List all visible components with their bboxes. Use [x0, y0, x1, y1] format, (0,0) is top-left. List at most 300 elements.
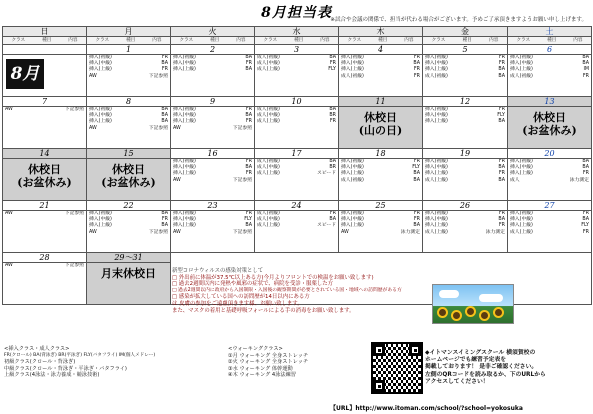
- lesson-stroke: FR: [582, 73, 589, 79]
- lesson-class: 成人(上級): [257, 119, 280, 125]
- date-number: 9: [171, 97, 255, 107]
- date-number: 2: [171, 45, 255, 55]
- lesson-stroke: BA: [245, 165, 252, 171]
- lesson-stroke: 下記参照: [232, 177, 252, 183]
- date-number: 25: [339, 201, 423, 211]
- weekday-mon: 月: [87, 27, 171, 37]
- column-subheader: クラス: [95, 38, 110, 43]
- lesson-entry: [339, 74, 422, 80]
- lesson-entry: [255, 67, 338, 73]
- notice-line: □ 過去2週間以内に発熱や風邪の症状で、病院を受診・服薬した方: [172, 281, 334, 288]
- lesson-stroke: FR: [498, 55, 505, 60]
- lesson-class: 挿入(上級): [341, 171, 364, 177]
- lesson-class: 挿入(上級): [89, 67, 112, 73]
- lesson-stroke: BA: [329, 55, 336, 60]
- notice-line: □ 感染が拡大している国への訪問歴が14日以内にある方: [172, 294, 310, 301]
- notice-line: □ 過去2週間以内に政府から入国制限・入国後の観察期間が必要とされている国・地域への訪問歴がある方: [172, 287, 402, 293]
- legend-line: <挿入クラス・成人クラス>: [4, 346, 70, 352]
- lesson-stroke: BA: [245, 67, 252, 73]
- day-schedule-cell: [255, 211, 339, 253]
- lesson-stroke: BA: [329, 159, 336, 164]
- closed-day-label: 休校日 (お盆休み): [522, 111, 577, 137]
- legend-line: ①月 ウォーキング 全身ストレッチ: [228, 352, 309, 359]
- column-subheader-row: [3, 37, 592, 45]
- day-schedule-cell: [339, 55, 423, 97]
- column-subheader: クラス: [516, 38, 531, 43]
- day-schedule-cell: [255, 159, 339, 201]
- lesson-class: 挿入(中級): [341, 61, 364, 67]
- lesson-class: 成人(上級): [510, 229, 533, 235]
- lesson-stroke: FR: [245, 211, 252, 216]
- column-subheader: 内容: [489, 38, 499, 43]
- lesson-class: 成人(初級): [341, 177, 364, 183]
- column-subheader: クラス: [347, 38, 362, 43]
- legend-line: ④木 ウォーキング 4泳法練習: [228, 372, 296, 379]
- legend-line: 上級クラス(4泳法・泳力養成・競泳技術): [4, 372, 100, 379]
- day-schedule-cell: [3, 263, 87, 305]
- notice-head: 新型コロナウィルスの感染対策として: [172, 268, 264, 274]
- lesson-stroke: FR: [498, 223, 505, 229]
- lesson-stroke: FR: [498, 211, 505, 216]
- lesson-stroke: スピード: [317, 171, 336, 177]
- column-subheaders: [171, 37, 255, 45]
- lesson-entry: [87, 230, 170, 236]
- day-schedule-cell: [171, 55, 255, 97]
- column-subheader: 種目: [42, 38, 52, 43]
- column-subheaders: [87, 37, 171, 45]
- lesson-entry: [423, 119, 507, 125]
- lesson-stroke: FR: [329, 61, 336, 67]
- lesson-stroke: BA: [161, 119, 168, 125]
- lesson-class: 挿入(初級): [510, 55, 533, 60]
- lesson-class: 成人(初級): [257, 55, 280, 60]
- day-schedule-cell: [3, 159, 87, 201]
- lesson-class: 挿入(初級): [425, 107, 448, 112]
- lesson-class: 挿入(初級): [425, 159, 448, 164]
- lesson-class: 成人(初級): [257, 159, 280, 164]
- date-number: 12: [423, 97, 508, 107]
- date-number: 6: [508, 45, 592, 55]
- lesson-stroke: BR: [329, 165, 336, 171]
- lesson-stroke: BA: [413, 177, 420, 183]
- day-schedule-cell: [508, 107, 592, 149]
- date-number: 21: [3, 201, 87, 211]
- lesson-stroke: FR: [161, 67, 168, 73]
- lesson-entry: [508, 74, 591, 80]
- lesson-class: 挿入(上級): [425, 67, 448, 73]
- lesson-stroke: FR: [413, 67, 420, 73]
- lesson-stroke: IM: [583, 67, 589, 73]
- schedule-row: [3, 211, 592, 253]
- column-subheader: 種目: [210, 38, 220, 43]
- school-info-line: 掲載しております！ 是非ご確認ください。: [425, 364, 538, 371]
- lesson-class: 挿入(中級): [341, 217, 364, 223]
- lesson-entry: [3, 263, 86, 269]
- lesson-class: 挿入(初級): [341, 159, 364, 164]
- day-schedule-cell: [339, 107, 423, 149]
- legend-line: <ウォーキングクラス>: [228, 346, 283, 352]
- lesson-class: 挿入(上級): [89, 119, 112, 125]
- date-number: 11: [339, 97, 423, 107]
- date-number: 23: [171, 201, 255, 211]
- lesson-class: 挿入(初級): [89, 55, 112, 60]
- date-number-row: [3, 45, 592, 55]
- lesson-class: 挿入(中級): [510, 61, 533, 67]
- date-number: 4: [339, 45, 423, 55]
- weekday-fri: 金: [423, 27, 508, 37]
- lesson-class: 挿入(中級): [173, 217, 196, 223]
- lesson-class: 成人(上級): [425, 229, 448, 235]
- lesson-stroke: 下記参照: [232, 229, 252, 235]
- date-number: 10: [255, 97, 339, 107]
- lesson-class: 挿入(初級): [425, 55, 448, 60]
- lesson-class: 成人(中級): [257, 165, 280, 171]
- lesson-stroke: FR: [498, 61, 505, 67]
- lesson-class: 成人(中級): [257, 61, 280, 67]
- lesson-stroke: BA: [161, 61, 168, 67]
- lesson-class: 挿入(中級): [425, 113, 448, 119]
- lesson-class: AW: [341, 229, 349, 235]
- lesson-stroke: FR: [161, 217, 168, 223]
- date-number: [3, 45, 87, 55]
- lesson-class: 挿入(中級): [89, 217, 112, 223]
- legend-line: 初級クラス(クロール・背泳ぎ): [4, 359, 76, 366]
- closed-day-label: 休校日 (お盆休み): [17, 163, 72, 189]
- column-subheader: 種目: [547, 38, 557, 43]
- date-number: 1: [87, 45, 171, 55]
- lesson-class: 挿入(上級): [510, 67, 533, 73]
- lesson-stroke: BA: [498, 67, 505, 73]
- date-number-row: [3, 97, 592, 107]
- lesson-stroke: FR: [245, 61, 252, 67]
- legend-swim-classes: [4, 346, 174, 379]
- lesson-stroke: FR: [498, 107, 505, 112]
- day-schedule-cell: [508, 211, 592, 253]
- column-subheader: 種目: [378, 38, 388, 43]
- lesson-stroke: BA: [582, 159, 589, 164]
- column-subheader: 内容: [152, 38, 162, 43]
- weekday-header-row: [3, 27, 592, 37]
- day-schedule-cell: [339, 211, 423, 253]
- notice-line: また、マスクの着用と基礎呼吸フォールによる手の消毒をお願い致します。: [172, 307, 355, 314]
- column-subheader: 種目: [126, 38, 136, 43]
- school-info: [425, 350, 590, 386]
- weekday-sat: 土: [508, 27, 592, 37]
- column-subheader: 内容: [404, 38, 414, 43]
- lesson-stroke: BA: [582, 165, 589, 171]
- lesson-class: AW: [5, 107, 13, 112]
- lesson-stroke: BA: [245, 55, 252, 60]
- lesson-stroke: BA: [413, 171, 420, 177]
- lesson-stroke: FR: [582, 229, 589, 235]
- day-schedule-cell: [255, 107, 339, 149]
- lesson-stroke: 下記参照: [148, 73, 168, 79]
- lesson-entry: [87, 74, 170, 80]
- date-number: 27: [508, 201, 592, 211]
- lesson-class: 挿入(上級): [173, 223, 196, 229]
- lesson-class: 挿入(初級): [173, 55, 196, 60]
- disclaimer-note: ※試合や会議の関係で、担当が代わる場合がございます。予めご了承頂きますようお願い申し上げます。: [330, 17, 587, 23]
- lesson-stroke: BR: [329, 113, 336, 119]
- lesson-stroke: BA: [413, 61, 420, 67]
- lesson-class: 挿入(初級): [510, 211, 533, 216]
- lesson-class: 成人(上級): [257, 67, 280, 73]
- lesson-class: 挿入(中級): [425, 61, 448, 67]
- lesson-stroke: FR: [245, 107, 252, 112]
- lesson-class: 挿入(初級): [341, 211, 364, 216]
- lesson-class: 挿入(初級): [341, 55, 364, 60]
- lesson-stroke: FR: [582, 211, 589, 216]
- closed-day-label: 休校日 (お盆休み): [101, 163, 156, 189]
- date-number: 26: [423, 201, 508, 211]
- notice-line: □ 外出前に体温が37.5℃以上ある方(今月よりフロントでの検温をお願い致します): [172, 274, 374, 281]
- lesson-stroke: BA: [161, 107, 168, 112]
- day-schedule-cell: [87, 107, 171, 149]
- lesson-entry: [3, 107, 86, 113]
- lesson-stroke: FLY: [328, 67, 336, 73]
- schedule-row: [3, 159, 592, 201]
- lesson-class: AW: [89, 125, 97, 131]
- column-subheader: 内容: [320, 38, 330, 43]
- lesson-class: AW: [89, 73, 97, 79]
- lesson-class: 挿入(中級): [89, 113, 112, 119]
- column-subheaders: [508, 37, 592, 45]
- date-number-row: [3, 149, 592, 159]
- lesson-class: AW: [5, 211, 13, 216]
- lesson-stroke: FR: [582, 171, 589, 177]
- lesson-class: 挿入(上級): [341, 223, 364, 229]
- school-info-line: 左側のQRコードを読み取るか、下のURLから: [425, 371, 546, 378]
- lesson-stroke: BA: [498, 165, 505, 171]
- school-info-line: ホームページでも練習予定表を: [425, 357, 507, 364]
- lesson-entry: [171, 178, 254, 184]
- date-number: 5: [423, 45, 508, 55]
- lesson-class: 挿入(初級): [425, 211, 448, 216]
- lesson-stroke: BA: [582, 61, 589, 67]
- date-number-row: [3, 253, 592, 263]
- date-number-row: [3, 201, 592, 211]
- lesson-stroke: FR: [245, 159, 252, 164]
- day-schedule-cell: [171, 211, 255, 253]
- lesson-class: AW: [5, 263, 13, 268]
- day-schedule-cell: [3, 211, 87, 253]
- lesson-class: 挿入(初級): [173, 159, 196, 164]
- lesson-stroke: FR: [329, 119, 336, 125]
- lesson-class: 挿入(上級): [173, 171, 196, 177]
- lesson-entry: [3, 211, 86, 217]
- day-schedule-cell: [339, 159, 423, 201]
- lesson-entry: [423, 74, 507, 80]
- lesson-class: 挿入(初級): [510, 159, 533, 164]
- lesson-class: 挿入(上級): [425, 171, 448, 177]
- lesson-entry: [255, 171, 338, 177]
- lesson-stroke: FR: [498, 159, 505, 164]
- day-schedule-cell: [87, 263, 171, 305]
- lesson-class: 挿入(中級): [341, 165, 364, 171]
- legend-line: 中級クラス(クロール・背泳ぎ・平泳ぎ・バタフライ): [4, 365, 127, 372]
- lesson-entry: [423, 178, 507, 184]
- lesson-stroke: BA: [498, 217, 505, 223]
- notice-area-header: [171, 253, 592, 263]
- lesson-class: 挿入(上級): [425, 223, 448, 229]
- lesson-stroke: BA: [498, 177, 505, 183]
- date-number: 20: [508, 149, 592, 159]
- lesson-class: 成人(中級): [257, 217, 280, 223]
- lesson-stroke: 下記参照: [232, 125, 252, 131]
- lesson-stroke: FLY: [581, 223, 589, 229]
- lesson-class: 挿入(上級): [89, 223, 112, 229]
- date-number: 15: [87, 149, 171, 159]
- lesson-class: 挿入(中級): [510, 165, 533, 171]
- lesson-class: AW: [173, 125, 181, 131]
- lesson-stroke: 下記参照: [64, 263, 84, 268]
- date-number: 18: [339, 149, 423, 159]
- day-schedule-cell: [87, 211, 171, 253]
- lesson-stroke: 泳力測定: [400, 229, 420, 235]
- day-schedule-cell: [3, 107, 87, 149]
- column-subheaders: [339, 37, 423, 45]
- day-schedule-cell: [255, 55, 339, 97]
- school-info-line: アクセスしてください！: [425, 378, 489, 385]
- school-info-line: ◆イトマンスイミングスクール 横須賀校の: [425, 350, 536, 356]
- column-subheaders: [255, 37, 339, 45]
- lesson-stroke: FLY: [497, 113, 505, 119]
- lesson-entry: [87, 126, 170, 132]
- lesson-class: 成人: [510, 177, 520, 183]
- date-number: 24: [255, 201, 339, 211]
- day-schedule-cell: [423, 55, 508, 97]
- lesson-class: 成人(上級): [257, 223, 280, 229]
- lesson-stroke: BA: [161, 223, 168, 229]
- date-number: 8: [87, 97, 171, 107]
- lesson-stroke: FR: [329, 211, 336, 216]
- closed-day-label: 月末休校日: [101, 267, 156, 280]
- lesson-stroke: FR: [245, 119, 252, 125]
- lesson-stroke: BA: [413, 223, 420, 229]
- month-badge: 8月: [6, 59, 44, 89]
- qr-code[interactable]: [371, 342, 423, 394]
- legend-line: ③水 ウォーキング 体幹運動: [228, 365, 293, 372]
- lesson-stroke: 下記参照: [64, 211, 84, 216]
- lesson-class: 成人(中級): [257, 113, 280, 119]
- notice-line: は 皮膚の参加をご遠慮頂きます様、お願い致します。: [172, 300, 303, 307]
- lesson-class: 成人(初級): [257, 107, 280, 112]
- day-schedule-cell: [87, 159, 171, 201]
- day-schedule-cell: [423, 107, 508, 149]
- lesson-class: 挿入(中級): [425, 165, 448, 171]
- lesson-class: 挿入(上級): [510, 171, 533, 177]
- lesson-stroke: BA: [161, 113, 168, 119]
- lesson-class: 成人(初級): [341, 73, 364, 79]
- legend-line: ②火 ウォーキング 全身ストレッチ: [228, 359, 309, 366]
- day-schedule-cell: [171, 159, 255, 201]
- lesson-class: 挿入(上級): [510, 223, 533, 229]
- column-subheader: 種目: [462, 38, 472, 43]
- lesson-class: AW: [173, 177, 181, 183]
- lesson-entry: [423, 230, 507, 236]
- column-subheader: 内容: [68, 38, 78, 43]
- lesson-entry: [508, 230, 591, 236]
- weekday-tue: 火: [171, 27, 255, 37]
- lesson-class: AW: [89, 229, 97, 235]
- lesson-class: 成人(初級): [257, 211, 280, 216]
- lesson-entry: [171, 230, 254, 236]
- lesson-stroke: BA: [329, 107, 336, 112]
- date-number: 22: [87, 201, 171, 211]
- date-number: 14: [3, 149, 87, 159]
- date-number: 28: [3, 253, 87, 263]
- lesson-stroke: 泳力測定: [485, 229, 505, 235]
- lesson-class: 挿入(中級): [173, 113, 196, 119]
- day-schedule-cell: [87, 55, 171, 97]
- lesson-stroke: FR: [498, 171, 505, 177]
- lesson-stroke: FR: [413, 211, 420, 216]
- date-number: 16: [171, 149, 255, 159]
- lesson-stroke: BA: [498, 73, 505, 79]
- date-number: 19: [423, 149, 508, 159]
- lesson-stroke: BA: [498, 119, 505, 125]
- schedule-row: [3, 55, 592, 97]
- lesson-class: 挿入(初級): [173, 211, 196, 216]
- school-url-link[interactable]: 【URL】http://www.itoman.com/school/?school=yokosuka: [330, 405, 523, 412]
- lesson-stroke: BA: [245, 113, 252, 119]
- lesson-class: 挿入(中級): [173, 165, 196, 171]
- lesson-entry: [339, 230, 422, 236]
- lesson-class: 挿入(初級): [89, 211, 112, 216]
- date-number: 13: [508, 97, 592, 107]
- covid-notice: [172, 268, 430, 314]
- column-subheader: クラス: [11, 38, 26, 43]
- lesson-class: 挿入(上級): [173, 119, 196, 125]
- weekday-thu: 木: [339, 27, 423, 37]
- column-subheader: 内容: [573, 38, 583, 43]
- day-schedule-cell: [423, 211, 508, 253]
- lesson-class: 成人(上級): [425, 177, 448, 183]
- legend-walking-classes: [228, 346, 363, 379]
- lesson-class: 挿入(中級): [425, 217, 448, 223]
- lesson-stroke: BA: [582, 217, 589, 223]
- lesson-stroke: スピード: [317, 223, 336, 229]
- lesson-class: 成人(初級): [510, 73, 533, 79]
- lesson-stroke: FR: [413, 55, 420, 60]
- lesson-stroke: BA: [245, 223, 252, 229]
- date-number: 7: [3, 97, 87, 107]
- lesson-stroke: FR: [413, 73, 420, 79]
- lesson-stroke: 下記参照: [148, 125, 168, 131]
- lesson-stroke: 下記参照: [148, 229, 168, 235]
- schedule-row: [3, 107, 592, 149]
- lesson-class: 挿入(上級): [425, 119, 448, 125]
- lesson-stroke: BA: [582, 55, 589, 60]
- lesson-class: 成人(上級): [257, 171, 280, 177]
- lesson-entry: [171, 67, 254, 73]
- page-title: 8月担当表: [261, 5, 332, 21]
- lesson-class: AW: [173, 229, 181, 235]
- date-number: 3: [255, 45, 339, 55]
- summer-sunflower-illustration: [432, 284, 514, 324]
- lesson-stroke: 泳力測定: [569, 177, 589, 183]
- date-number: 17: [255, 149, 339, 159]
- lesson-class: 挿入(初級): [173, 107, 196, 112]
- day-schedule-cell: [423, 159, 508, 201]
- lesson-stroke: FLY: [412, 165, 420, 171]
- lesson-stroke: FLY: [244, 217, 252, 223]
- lesson-class: 挿入(中級): [89, 61, 112, 67]
- lesson-class: 挿入(中級): [510, 217, 533, 223]
- lesson-stroke: FR: [245, 171, 252, 177]
- lesson-stroke: FR: [161, 55, 168, 60]
- lesson-class: 挿入(上級): [173, 67, 196, 73]
